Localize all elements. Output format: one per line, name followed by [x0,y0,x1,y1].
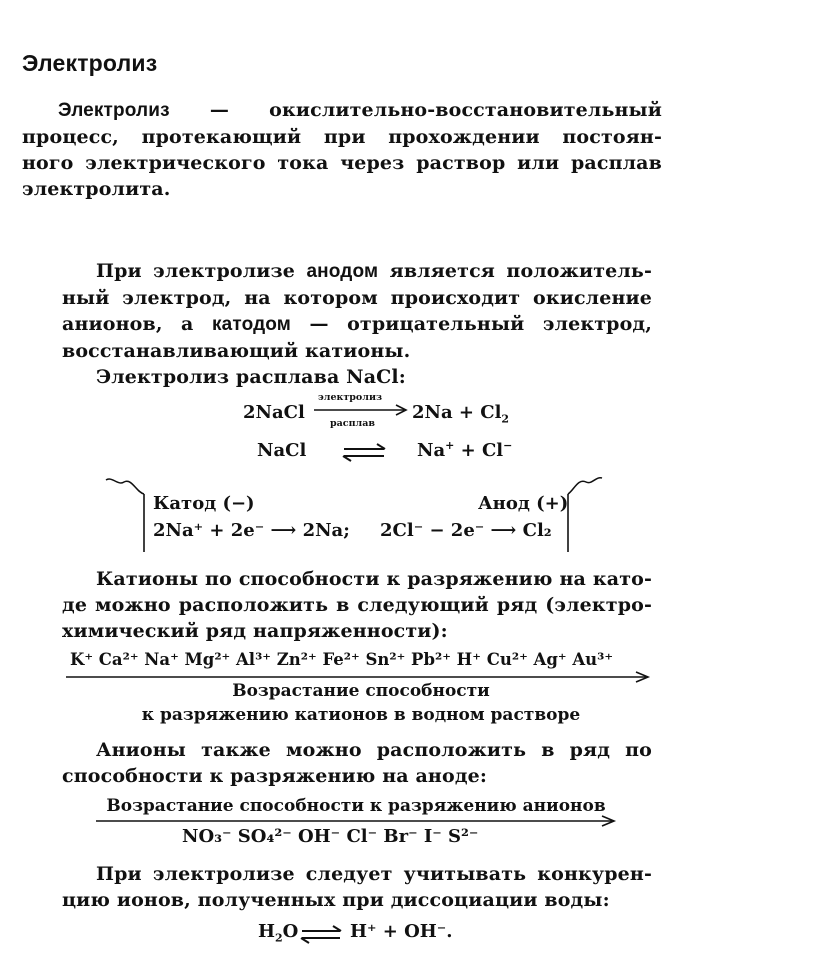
definition-term: Электролиз [58,100,170,121]
anode-line-5: Электролиз расплава NaCl: [96,366,406,388]
anions-paragraph [62,737,652,789]
water-line-2: цию ионов, полученных при диссоциации воды: [62,889,610,911]
equation-2-left: NaCl [257,440,307,461]
cation-caption-line-2: к разряжению катионов в водном растворе [141,705,581,725]
water-equilibrium-arrow [302,925,346,945]
anode-term: анодом [306,261,379,282]
electrode-bracket [100,476,620,556]
anode-line-4: восстанавливающий катионы. [62,340,411,362]
cations-line-2: де можно расположить в следующий ряд (электро- [62,594,652,616]
anode-label: Анод (+) [478,493,569,514]
definition-line-3: ного электрического тока через раствор или расплав [22,152,662,174]
cations-paragraph [62,566,652,644]
cation-caption-line-1: Возрастание способности [232,681,490,701]
definition-paragraph [22,97,662,202]
cathode-equation: 2Na⁺ + 2e⁻ ⟶ 2Na; [153,520,350,541]
water-line-1: При электролизе следует учитывать конкурен- [96,863,652,885]
water-equation-right: H⁺ + OH⁻. [350,921,453,942]
cathode-term: катодом [211,314,291,335]
cathode-label: Катод (−) [153,493,255,514]
cation-series: K⁺ Ca²⁺ Na⁺ Mg²⁺ Al³⁺ Zn²⁺ Fe²⁺ Sn²⁺ Pb²⁺ H⁺ Cu²⁺ Ag⁺ Au³⁺ [70,650,614,669]
anode-equation: 2Cl⁻ − 2e⁻ ⟶ Cl₂ [380,520,552,541]
section-heading: Электролиз [22,50,158,76]
equation-1-left: 2NaCl [243,402,305,423]
anode-line-2: ный электрод, на котором происходит окисление [62,287,652,309]
definition-line-4: электролита. [22,178,171,200]
cations-line-3: химический ряд напряженности): [62,620,448,642]
equation-1-right: $2Na + Cl_2$ [412,402,510,426]
definition-line-2: процесс, протекающий при прохождении постоян- [22,126,662,148]
water-paragraph [62,861,652,913]
anode-line-3: анионов, а катодом — отрицательный электрод, [62,313,652,335]
anions-line-1: Анионы также можно расположить в ряд по [96,739,652,761]
water-equation-left: $H_2O$ [258,921,299,945]
equation-1-condition-below: расплав [330,418,375,429]
definition-line-1: Электролиз — окислительно-восстановительный [58,99,662,121]
electrodes-paragraph [62,258,652,390]
equation-1-arrow [314,404,414,416]
anion-caption: Возрастание способности к разряжению анионов [106,796,606,816]
anions-line-2: способности к разряжению на аноде: [62,765,488,787]
anion-series: NO₃⁻ SO₄²⁻ OH⁻ Cl⁻ Br⁻ I⁻ S²⁻ [182,826,479,847]
cations-line-1: Катионы по способности к разряжению на като- [96,568,652,590]
equation-1-condition-above: электролиз [318,392,383,403]
equation-2-right: Na+ + Cl− [417,439,513,461]
anode-line-1: При электролизе анодом является положитель- [96,260,652,282]
equilibrium-arrow [344,443,390,463]
